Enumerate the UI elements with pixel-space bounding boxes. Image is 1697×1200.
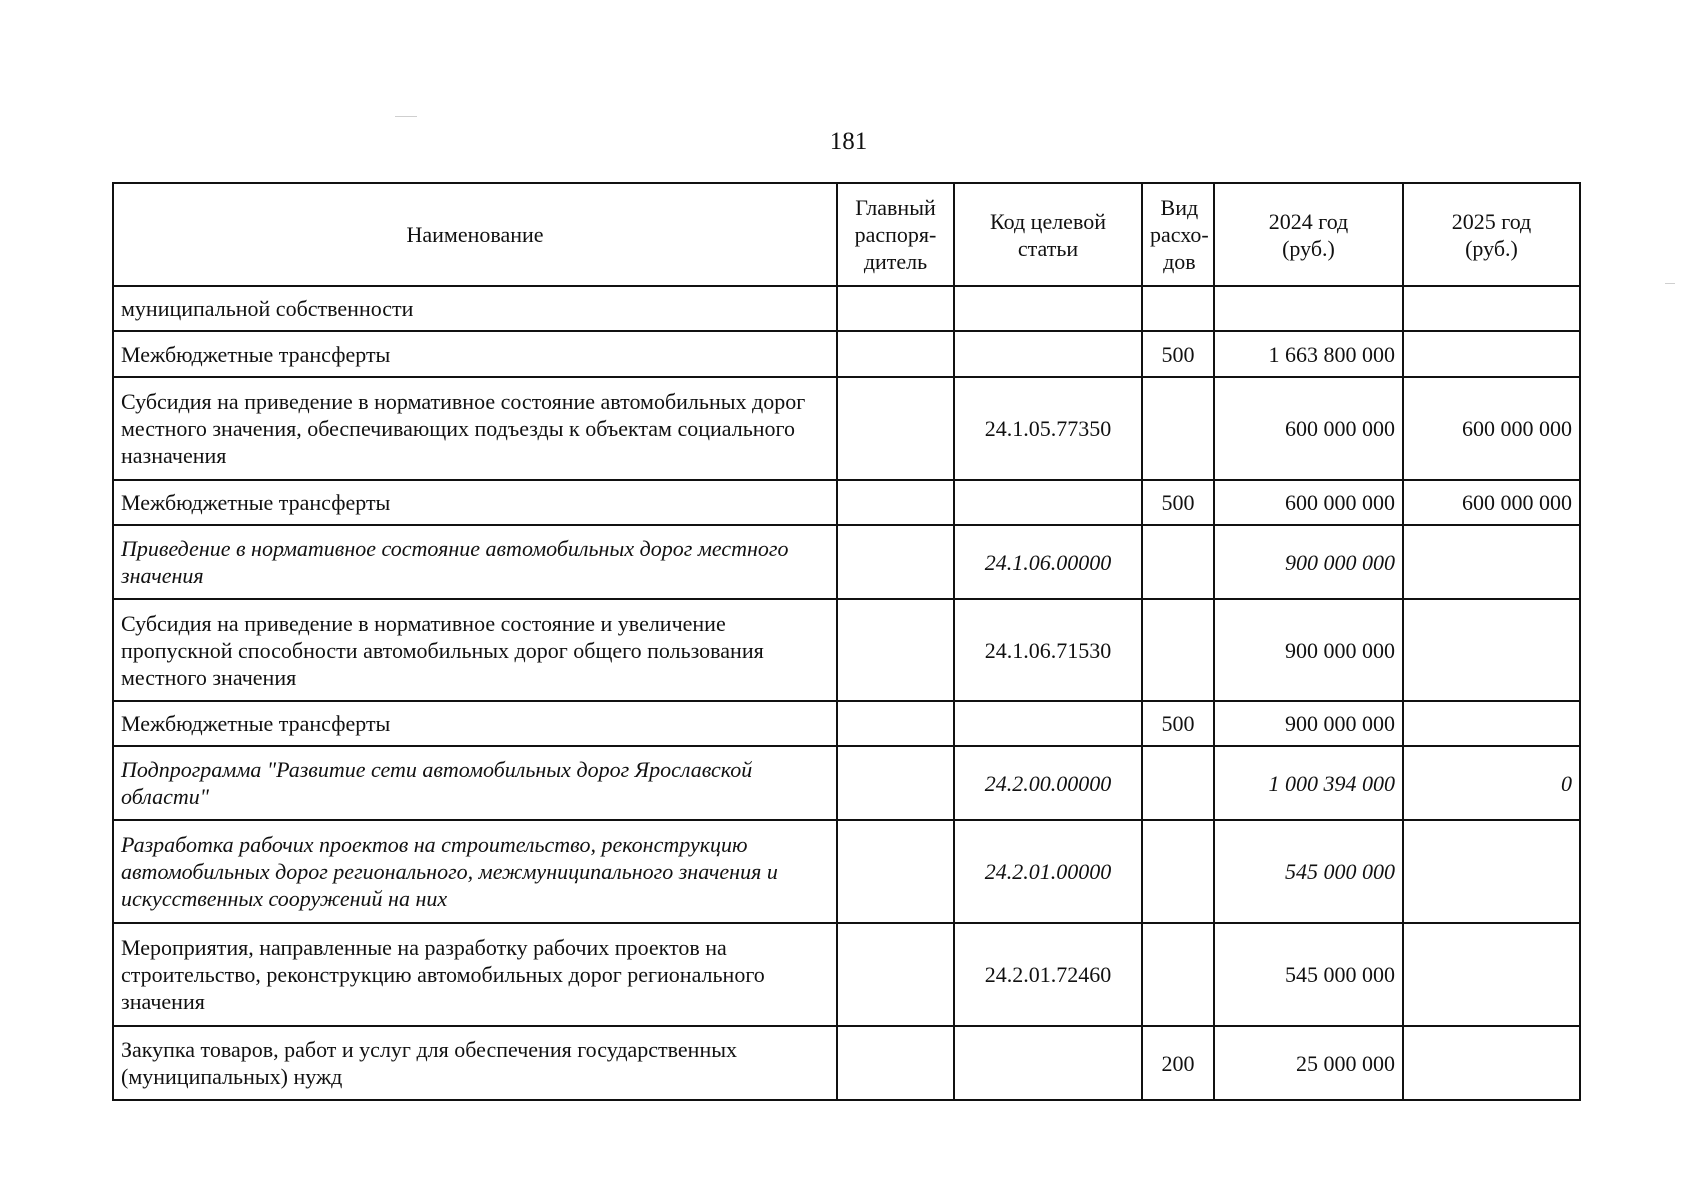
cell-code [954,701,1142,746]
cell-2024: 1 663 800 000 [1214,331,1403,377]
cell-2025: 0 [1403,746,1580,820]
cell-type: 500 [1142,480,1214,525]
cell-2024 [1214,286,1403,331]
table-row [113,331,1580,377]
cell-code [954,1026,1142,1100]
cell-name: Мероприятия, направленные на разработку рабочих проектов на строительство, реконструкцию автомобильных дорог регионального значения [113,923,837,1026]
cell-name: Субсидия на приведение в нормативное состояние и увеличение пропускной способности автомобильных дорог общего пользования местного значения [113,599,837,701]
cell-code [954,480,1142,525]
cell-type [1142,599,1214,701]
header-admin-text: Главный распоря-дитель [854,195,937,274]
cell-2025 [1403,1026,1580,1100]
cell-2025 [1403,820,1580,923]
header-2024 [1214,183,1403,286]
cell-type [1142,820,1214,923]
table-row [113,1026,1580,1100]
cell-2025 [1403,286,1580,331]
page-number: 181 [829,128,868,155]
cell-type [1142,286,1214,331]
cell-name: Межбюджетные трансферты [113,480,837,525]
cell-2025 [1403,701,1580,746]
header-code-text: Код целевой статьи [990,208,1106,261]
header-2024-text: 2024 год (руб.) [1268,208,1349,261]
cell-2025 [1403,923,1580,1026]
table-header-row [113,183,1580,286]
cell-type [1142,377,1214,480]
cell-2024: 1 000 394 000 [1214,746,1403,820]
header-code [954,183,1142,286]
table-row [113,377,1580,480]
header-admin [837,183,954,286]
cell-2025 [1403,331,1580,377]
cell-2024: 600 000 000 [1214,377,1403,480]
table-row [113,746,1580,820]
cell-2024: 25 000 000 [1214,1026,1403,1100]
cell-name: Приведение в нормативное состояние автомобильных дорог местного значения [113,525,837,599]
table-row [113,286,1580,331]
cell-2024: 545 000 000 [1214,923,1403,1026]
cell-admin [837,286,954,331]
cell-code [954,286,1142,331]
cell-name: муниципальной собственности [113,286,837,331]
cell-name: Межбюджетные трансферты [113,701,837,746]
cell-admin [837,923,954,1026]
cell-admin [837,480,954,525]
cell-code: 24.2.01.00000 [954,820,1142,923]
cell-name: Подпрограмма "Развитие сети автомобильных дорог Ярославской области" [113,746,837,820]
cell-2024: 900 000 000 [1214,525,1403,599]
cell-admin [837,331,954,377]
cell-code: 24.1.05.77350 [954,377,1142,480]
cell-admin [837,525,954,599]
header-2025-text: 2025 год (руб.) [1451,208,1532,261]
cell-2025 [1403,525,1580,599]
table-row [113,701,1580,746]
cell-2024: 600 000 000 [1214,480,1403,525]
cell-type: 500 [1142,331,1214,377]
cell-type [1142,923,1214,1026]
table-row [113,480,1580,525]
cell-2024: 900 000 000 [1214,599,1403,701]
table-row [113,525,1580,599]
cell-admin [837,377,954,480]
budget-table [112,182,1581,1101]
cell-admin [837,746,954,820]
cell-2024: 545 000 000 [1214,820,1403,923]
cell-admin [837,701,954,746]
table-body [113,286,1580,1100]
scan-artifact [1665,283,1675,284]
header-type-text: Вид расхо-дов [1150,195,1209,274]
cell-admin [837,599,954,701]
table-row [113,820,1580,923]
header-2025 [1403,183,1580,286]
table-row [113,599,1580,701]
cell-code: 24.1.06.71530 [954,599,1142,701]
cell-name: Закупка товаров, работ и услуг для обеспечения государственных (муниципальных) нужд [113,1026,837,1100]
cell-code: 24.2.01.72460 [954,923,1142,1026]
cell-admin [837,1026,954,1100]
cell-type: 200 [1142,1026,1214,1100]
table-row [113,923,1580,1026]
cell-type [1142,746,1214,820]
cell-name: Межбюджетные трансферты [113,331,837,377]
cell-type [1142,525,1214,599]
header-name: Наименование [113,183,837,286]
cell-name: Субсидия на приведение в нормативное состояние автомобильных дорог местного значения, обеспечивающих подъезды к объектам социального назначения [113,377,837,480]
cell-2025: 600 000 000 [1403,377,1580,480]
cell-2024: 900 000 000 [1214,701,1403,746]
cell-2025: 600 000 000 [1403,480,1580,525]
cell-2025 [1403,599,1580,701]
cell-code: 24.2.00.00000 [954,746,1142,820]
scan-artifact [395,116,417,117]
cell-type: 500 [1142,701,1214,746]
header-type [1142,183,1214,286]
cell-admin [837,820,954,923]
cell-name: Разработка рабочих проектов на строительство, реконструкцию автомобильных дорог регионального, межмуниципального значения и искусственных сооружений на них [113,820,837,923]
cell-code: 24.1.06.00000 [954,525,1142,599]
cell-code [954,331,1142,377]
